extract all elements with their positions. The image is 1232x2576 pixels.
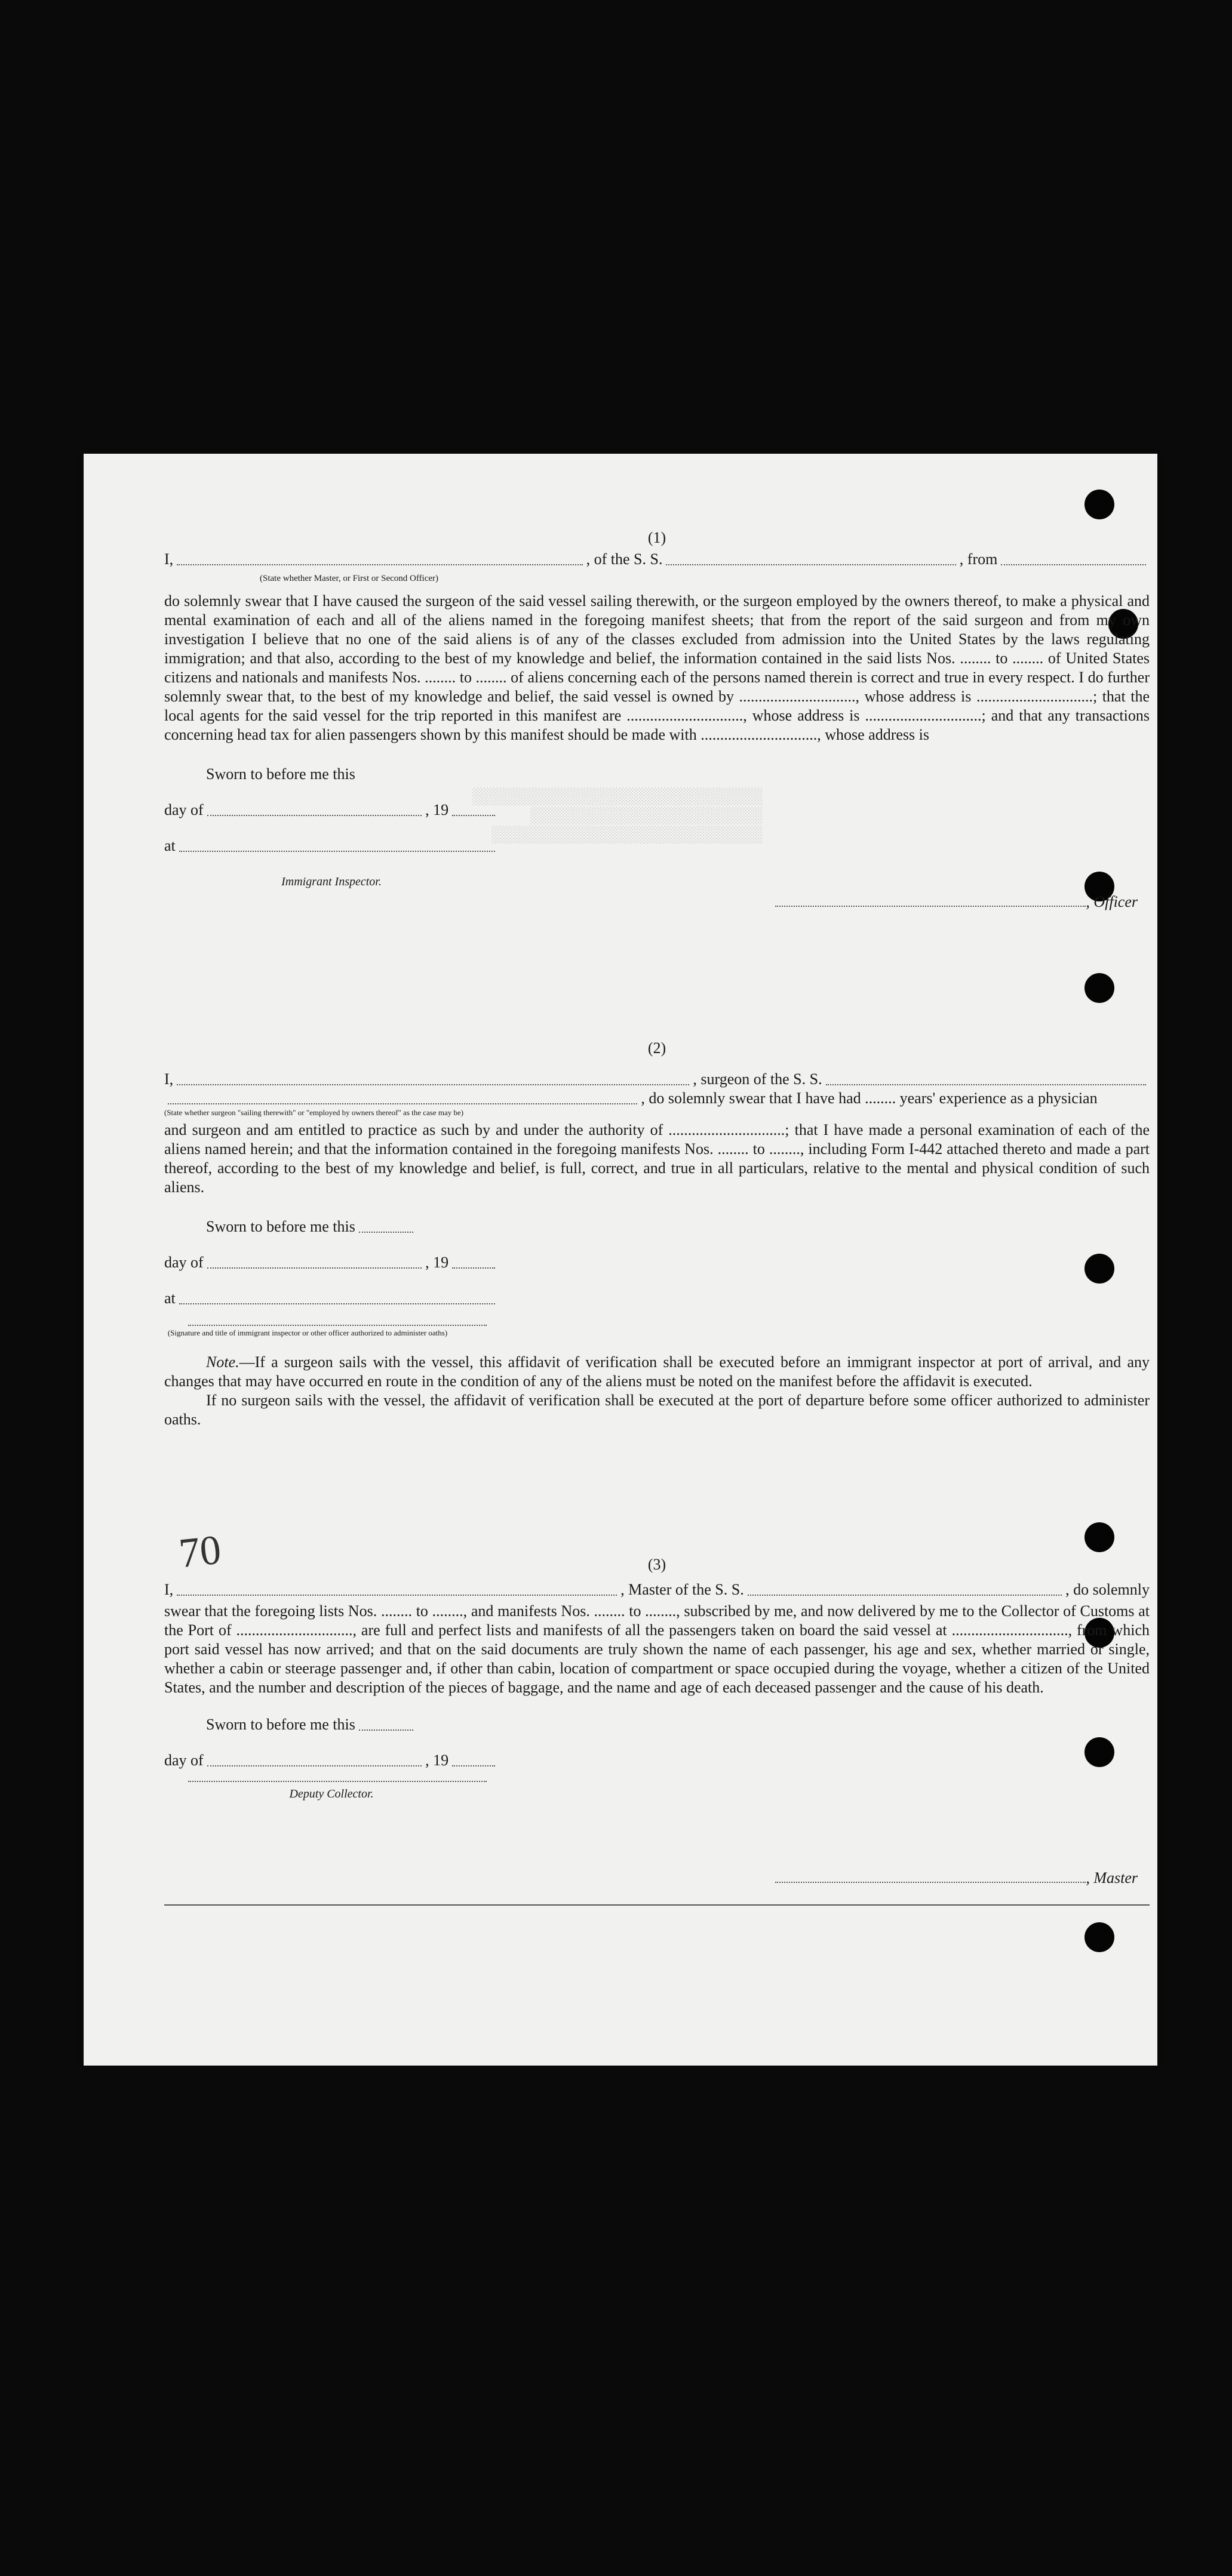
surgeon-note <box>164 1353 1150 1391</box>
surgeon-line <box>164 1070 1150 1089</box>
surgeon-note-2: If no surgeon sails with the vessel, the affidavit of verification shall be executed at the port of departure before some officer authorized to administer oaths. <box>164 1392 1150 1428</box>
surgeon-prefix: I, <box>164 1070 174 1088</box>
sworn-label: Sworn to before me this <box>206 1716 355 1733</box>
from-label: , from <box>959 550 998 568</box>
year-label: , 19 <box>425 1254 449 1271</box>
punch-hole <box>1084 973 1114 1003</box>
punch-hole <box>1084 1922 1114 1952</box>
sworn-block-1 <box>164 765 499 891</box>
sworn-block-3 <box>164 1715 499 1803</box>
signature-caption: (Signature and title of immigrant inspector or other officer authorized to administer oaths) <box>167 1328 448 1337</box>
declarant-prefix: I, <box>164 550 174 568</box>
section-number: (3) <box>647 1556 666 1573</box>
at-label: at <box>164 837 176 854</box>
master-affidavit-section <box>164 528 1150 910</box>
sworn-label: Sworn to before me this <box>206 1218 355 1235</box>
sworn-label: Sworn to before me this <box>206 765 355 783</box>
surgeon-caption: (State whether surgeon "sailing therewith" or "employed by owners thereof" as the case may be) <box>164 1108 464 1117</box>
surgeon-experience-line <box>164 1089 1150 1108</box>
bottom-rule <box>164 1904 1150 1906</box>
experience-text: , do solemnly swear that I have had ........ years' experience as a physician <box>641 1090 1098 1107</box>
year-label: , 19 <box>425 1752 449 1769</box>
manifest-reverse-page <box>84 454 1157 2066</box>
punch-hole <box>1084 490 1114 519</box>
master-manifest-body: swear that the foregoing lists Nos. ........ to ........, and manifests Nos. ........ to ........, subscribed by me, and now delivered by me to the Collector of Customs at the Port of .............................., are full and perfect lists and manifests of all the passengers taken on board the said vessel at .............................., from which port said vessel has now arrived; and that on the said documents are truly shown the name of each passenger, his age and sex, whether married or single, whether a cabin or steerage passenger and, if other than cabin, location of compartment or space occupied during the voyage, whether a citizen of the United States, and the number and description of the pieces of baggage, and the name and age of each deceased passenger and the cause of his death. <box>164 1602 1150 1696</box>
inspector-label: Immigrant Inspector. <box>281 875 382 888</box>
note-text: —If a surgeon sails with the vessel, this affidavit of verification shall be executed before an immigrant inspector at port of arrival, and any changes that may have occurred en route in the condition of any of the aliens must be noted on the manifest before the affidavit is executed. <box>164 1353 1150 1390</box>
section-number: (2) <box>647 1039 666 1057</box>
master-affidavit-body: do solemnly swear that I have caused the surgeon of the said vessel sailing therewith, or the surgeon employed by the owners thereof, to make a physical and mental examination of each and all of the aliens named in the foregoing manifest sheets; that from the report of the said surgeon and from my own investigation I believe that no one of the said aliens is of any of the classes excluded from admission into the United States by the laws regulating immigration; and that also, according to the best of my knowledge and belief, the information contained in the said lists Nos. ........ to ........ of United States citizens and nationals and manifests Nos. ........ to ........ of aliens concerning each of the persons named therein is correct and true in every respect. I do further solemnly swear that, to the best of my knowledge and belief, the said vessel is owned by .............................., whose address is ..............................; that the local agents for the said vessel for the trip reported in this manifest are .............................., whose address is ..............................; and that any transactions concerning head tax for alien passengers shown by this manifest should be made with .............................., whose address is <box>164 592 1150 743</box>
bleed-through-texture: ░░░░░░░░░░░░░░░░░░░░░░░░░░░░░░ ░░░░░░░░░░░░░░░░░░░░░░░░ ░░░░░░░░░░░░░░░░░░░░░░░░░░░░ <box>472 789 763 845</box>
officer-label: , Officer <box>1086 893 1138 910</box>
surgeon-affidavit-section <box>164 1039 1150 1429</box>
day-label: day of <box>164 1752 204 1769</box>
vessel-label: , of the S. S. <box>586 550 663 568</box>
master-signature-line <box>775 1869 1138 1888</box>
officer-signature-line <box>775 892 1138 912</box>
punch-hole <box>1084 1522 1114 1552</box>
sworn-block-2 <box>164 1217 499 1337</box>
collector-label: Deputy Collector. <box>289 1787 374 1801</box>
year-label: , 19 <box>425 801 449 818</box>
at-label: at <box>164 1289 176 1307</box>
master-label: , Master <box>1086 1869 1138 1886</box>
master-prefix: I, <box>164 1581 174 1598</box>
master-line <box>164 1580 1150 1599</box>
note-label: Note. <box>206 1353 239 1371</box>
day-label: day of <box>164 1254 204 1271</box>
master-manifest-section <box>164 1555 1150 1886</box>
surgeon-vessel-label: , surgeon of the S. S. <box>693 1070 822 1088</box>
handwritten-margin-number: 70 <box>177 1526 223 1577</box>
surgeon-affidavit-body: and surgeon and am entitled to practice as such by and under the authority of ..............................; that I have made a personal examination of each of the aliens named herein; and that the information contained in the foregoing manifests Nos. ........ to ........, including Form I-442 attached thereto and made a part thereof, according to the best of my knowledge and belief, is full, correct, and true in all particulars, relative to the mental and physical condition of such aliens. <box>164 1121 1150 1196</box>
master-vessel-label: , Master of the S. S. <box>620 1581 744 1598</box>
solemnly-label: , do solemnly <box>1065 1581 1150 1598</box>
declarant-caption: (State whether Master, or First or Second Officer) <box>260 574 439 583</box>
declarant-line <box>164 550 1150 569</box>
day-label: day of <box>164 801 204 818</box>
section-number: (1) <box>647 529 666 546</box>
